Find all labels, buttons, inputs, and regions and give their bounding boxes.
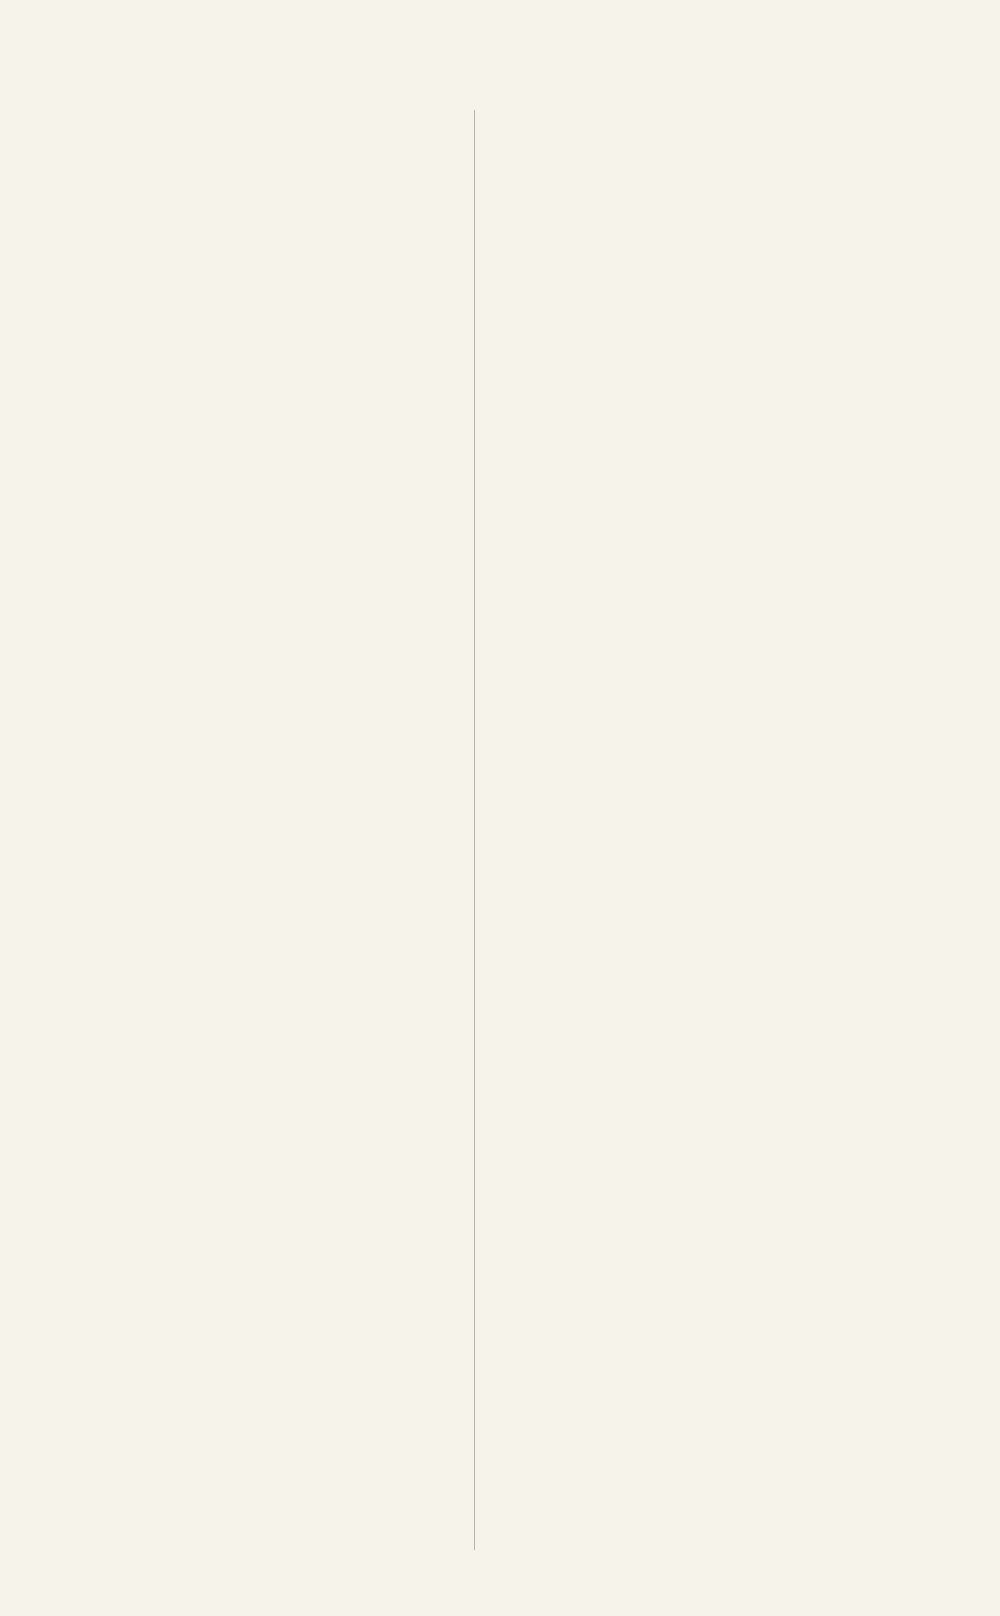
column-divider: [474, 110, 475, 1550]
running-head: [0, 52, 1000, 82]
